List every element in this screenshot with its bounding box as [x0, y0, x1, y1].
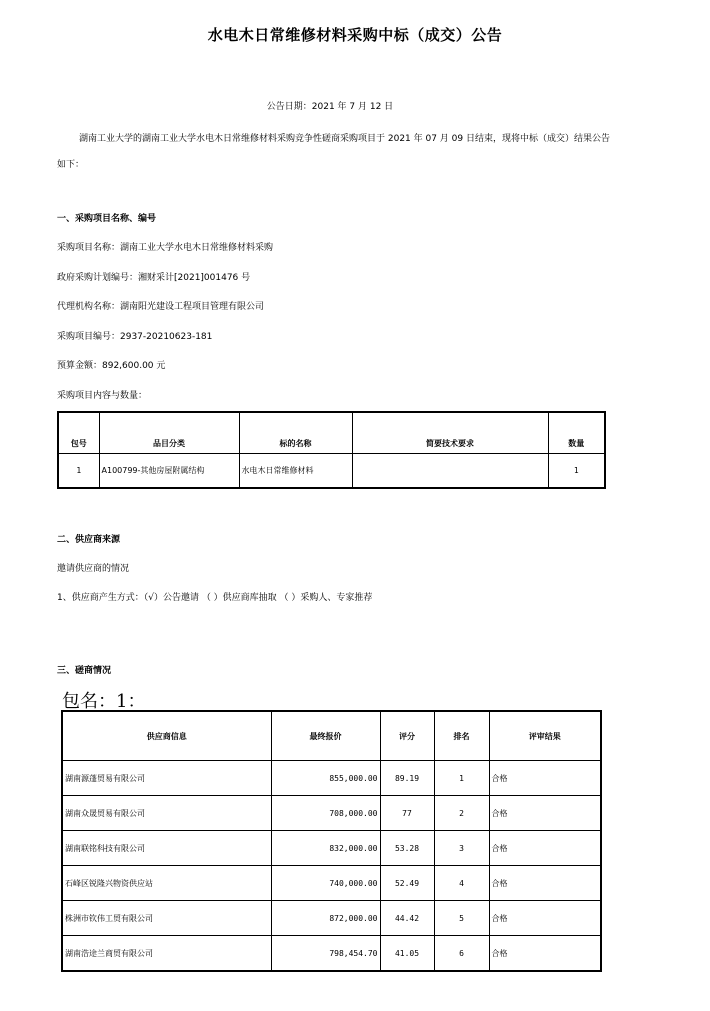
result-cell: 合格 [489, 796, 601, 831]
price-cell: 872,000.00 [271, 901, 380, 936]
score-cell: 41.05 [380, 936, 434, 972]
section3-heading: 三、磋商情况 [57, 666, 112, 676]
score-cell: 52.49 [380, 866, 434, 901]
cell: A100799-其他房屋附属结构 [99, 454, 239, 489]
project-name: 采购项目名称：湖南工业大学水电木日常维修材料采购 [57, 243, 274, 253]
supplier-cell: 湖南联铭科技有限公司 [62, 831, 271, 866]
items-table [57, 411, 606, 489]
rank-cell: 6 [434, 936, 489, 972]
rank-cell: 3 [434, 831, 489, 866]
price-cell: 708,000.00 [271, 796, 380, 831]
cell [352, 454, 548, 489]
bid-table [61, 710, 602, 972]
table-row [62, 761, 601, 796]
result-cell: 合格 [489, 761, 601, 796]
score-cell: 53.28 [380, 831, 434, 866]
supplier-cell: 湖南源蓬贸易有限公司 [62, 761, 271, 796]
supplier-method: 1、供应商产生方式：（√）公告邀请 （ ）供应商库抽取 （ ）采购人、专家推荐 [57, 593, 373, 603]
header-cell: 品目分类 [99, 412, 239, 454]
supplier-cell: 石峰区锐隆兴物资供应站 [62, 866, 271, 901]
table-row [62, 936, 601, 972]
price-cell: 832,000.00 [271, 831, 380, 866]
rank-cell: 2 [434, 796, 489, 831]
supplier-cell: 湖南浩途兰商贸有限公司 [62, 936, 271, 972]
package-name: 包名：1： [62, 691, 146, 712]
header-cell: 供应商信息 [62, 711, 271, 761]
result-cell: 合格 [489, 831, 601, 866]
header-cell: 评审结果 [489, 711, 601, 761]
table-row [62, 866, 601, 901]
price-cell: 855,000.00 [271, 761, 380, 796]
score-cell: 44.42 [380, 901, 434, 936]
price-cell: 740,000.00 [271, 866, 380, 901]
announcement-date: 公告日期：2021 年 7 月 12 日 [266, 102, 394, 112]
header-cell: 包号 [58, 412, 99, 454]
section2-heading: 二、供应商来源 [57, 535, 121, 545]
header-cell: 评分 [380, 711, 434, 761]
table-row [62, 831, 601, 866]
agency-name: 代理机构名称：湖南阳光建设工程项目管理有限公司 [57, 302, 265, 312]
result-cell: 合格 [489, 936, 601, 972]
page-title: 水电木日常维修材料采购中标（成交）公告 [207, 26, 503, 44]
rank-cell: 1 [434, 761, 489, 796]
table-row [62, 796, 601, 831]
table-row [58, 454, 605, 489]
supplier-cell: 株洲市钦伟工贸有限公司 [62, 901, 271, 936]
intro-paragraph: 湖南工业大学的湖南工业大学水电木日常维修材料采购竞争性磋商采购项目于 2021 年 07 月 09 日结束，现将中标（成交）结果公告如下： [57, 134, 610, 170]
rank-cell: 4 [434, 866, 489, 901]
result-cell: 合格 [489, 901, 601, 936]
cell: 水电木日常维修材料 [239, 454, 352, 489]
score-cell: 77 [380, 796, 434, 831]
cell: 1 [58, 454, 99, 489]
bid-table-header [62, 711, 601, 761]
supplier-cell: 湖南众晟贸易有限公司 [62, 796, 271, 831]
project-number: 采购项目编号：2937-20210623-181 [57, 332, 213, 342]
header-cell: 最终报价 [271, 711, 380, 761]
result-cell: 合格 [489, 866, 601, 901]
section1-heading: 一、采购项目名称、编号 [57, 214, 157, 224]
plan-number: 政府采购计划编号：湘财采计[2021]001476 号 [57, 273, 251, 283]
invite-label: 邀请供应商的情况 [57, 564, 130, 574]
content-label: 采购项目内容与数量： [57, 391, 148, 401]
table-row [62, 901, 601, 936]
budget-amount: 预算金额：892,600.00 元 [57, 361, 166, 371]
header-cell: 排名 [434, 711, 489, 761]
items-table-header [58, 412, 605, 454]
cell: 1 [548, 454, 605, 489]
header-cell: 数量 [548, 412, 605, 454]
header-cell: 简要技术要求 [352, 412, 548, 454]
rank-cell: 5 [434, 901, 489, 936]
price-cell: 798,454.70 [271, 936, 380, 972]
header-cell: 标的名称 [239, 412, 352, 454]
score-cell: 89.19 [380, 761, 434, 796]
